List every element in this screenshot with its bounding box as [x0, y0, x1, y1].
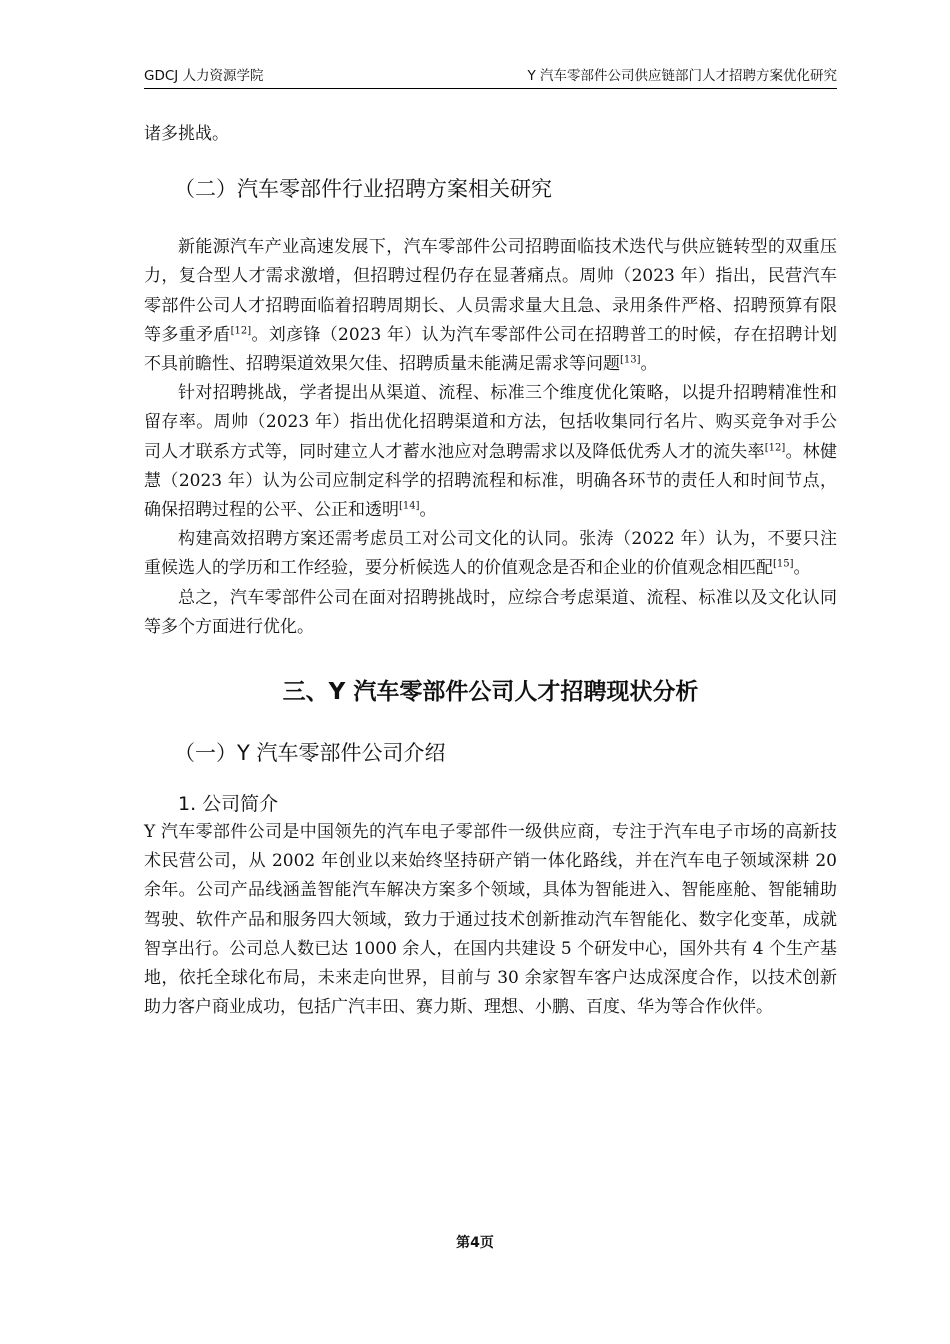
paragraph-3: [144, 525, 837, 583]
paragraph-2-text-c: 。: [419, 500, 437, 521]
section-2-heading: （二）汽车零部件行业招聘方案相关研究: [174, 177, 552, 202]
page-header: [144, 66, 837, 89]
header-thesis-title: Y 汽车零部件公司供应链部门人才招聘方案优化研究: [527, 68, 837, 84]
paragraph-2-text-b: 。林健慧（2023 年）认为公司应制定科学的招聘流程和标准，明确各环节的责任人和时间节点，确保招聘过程的公平、公正和透明: [144, 441, 838, 521]
chapter-3-heading: 三、Y 汽车零部件公司人才招聘现状分析: [282, 679, 699, 706]
subsection-1-heading: 1. 公司简介: [178, 793, 279, 816]
paragraph-2: [144, 379, 837, 525]
citation-12: [12]: [764, 441, 786, 453]
paragraph-2-text-a: 针对招聘挑战，学者提出从渠道、流程、标准三个维度优化策略，以提升招聘精准性和留存率。周帅（2023 年）指出优化招聘渠道和方法，包括收集同行名片、购买竞争对手公司人才联系方式等，同时建立人才蓄水池应对急聘需求以及降低优秀人才的流失率: [144, 383, 837, 462]
paragraph-1: [144, 233, 837, 379]
paragraph-3-text-a: 构建高效招聘方案还需考虑员工对公司文化的认同。张涛（2022 年）认为，不要只注重候选人的学历和工作经验，要分析候选人的价值观念是否和企业的价值观念相匹配: [144, 529, 837, 579]
paragraph-1-text-c: 。: [640, 354, 658, 375]
company-profile-paragraph: Y 汽车零部件公司是中国领先的汽车电子零部件一级供应商，专注于汽车电子市场的高新技术民营公司，从 2002 年创业以来始终坚持研产销一体化路线，并在汽车电子领域深耕 20 余年。公司产品线涵盖智能汽车解决方案多个领域，具体为智能进入、智能座舱、智能辅助驾驶、软件产品和服务四大领域，致力于通过技术创新推动汽车智能化、数字化变革，成就智享出行。公司总人数已达 1000 余人，在国内共建设 5 个研发中心，国外共有 4 个生产基地，依托全球化布局，未来走向世界，目前与 30 余家智车客户达成深度合作，以技术创新助力客户商业成功，包括广汽丰田、赛力斯、理想、小鹏、百度、华为等合作伙伴。: [144, 822, 837, 1018]
paragraph-1-text-a: 新能源汽车产业高速发展下，汽车零部件公司招聘面临技术迭代与供应链转型的双重压力，复合型人才需求激增，但招聘过程仍存在显著痛点。周帅（2023 年）指出，民营汽车零部件公司人才招聘面临着招聘周期长、人员需求量大且急、录用条件严格、招聘预算有限等多重矛盾: [144, 237, 837, 345]
citation-13: [13]: [620, 354, 641, 366]
citation-12: [12]: [230, 325, 252, 337]
paragraph-1-text-b: 。刘彦锋（2023 年）认为汽车零部件公司在招聘普工的时候，存在招聘计划不具前瞻性、招聘渠道效果欠佳、招聘质量未能满足需求等问题: [144, 324, 838, 375]
section-3-1-heading: （一）Y 汽车零部件公司介绍: [174, 741, 446, 766]
paragraph-4: 总之，汽车零部件公司在面对招聘挑战时，应综合考虑渠道、流程、标准以及文化认同等多个方面进行优化。: [144, 587, 837, 637]
citation-14: [14]: [399, 500, 420, 512]
intro-line: 诸多挑战。: [144, 124, 229, 144]
header-school: GDCJ 人力资源学院: [144, 68, 264, 84]
paragraph-3-text-b: 。: [793, 558, 811, 579]
page-content: [144, 120, 837, 1022]
citation-15: [15]: [773, 558, 794, 570]
page-number: 第4页: [456, 1235, 494, 1251]
